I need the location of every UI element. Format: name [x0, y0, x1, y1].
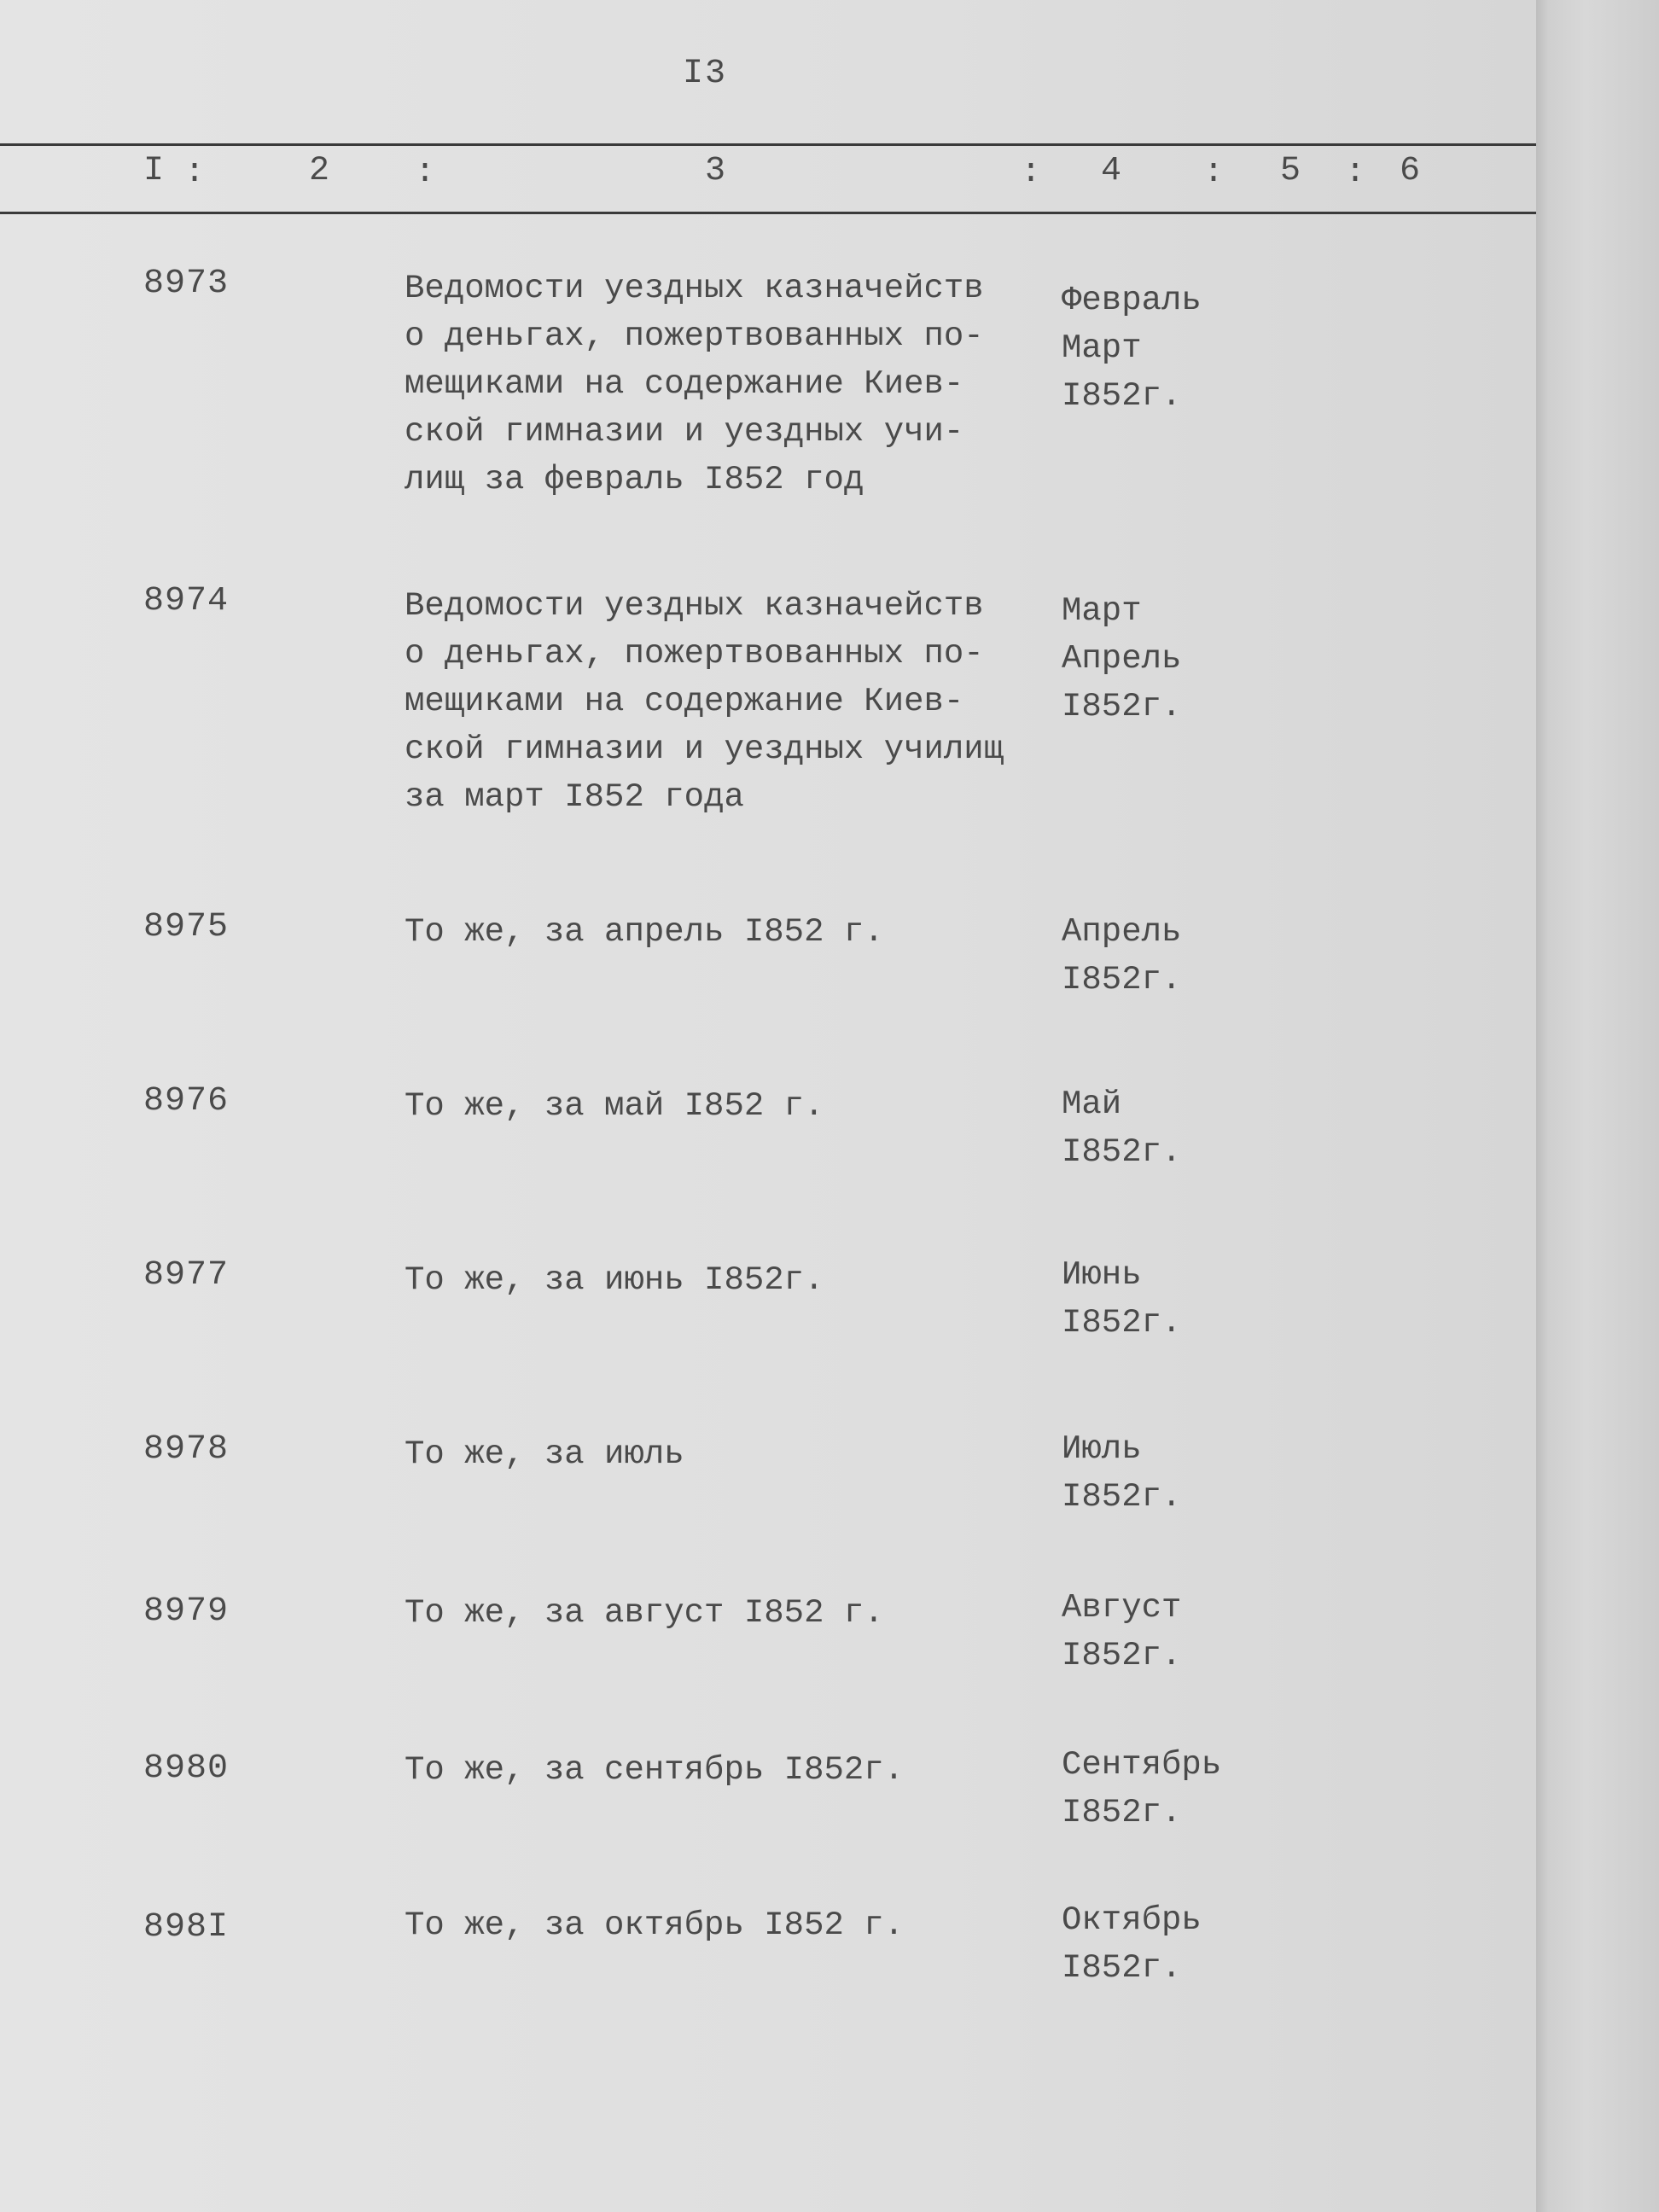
entry-description: То же, за август I852 г.	[405, 1594, 884, 1632]
entry-dates: Сентябрь I852г.	[1062, 1746, 1222, 1831]
entry-number: 8977	[143, 1256, 230, 1295]
entry-description: Ведомости уездных казначейств о деньгах, пожертвованных по- мещиками на содержание Киев- ской гимназии и уездных учи- лищ за февраль I852 год	[405, 270, 984, 498]
entry-dates: Октябрь I852г.	[1062, 1901, 1202, 1987]
header-rule-bottom	[0, 212, 1536, 214]
page-number: I3	[683, 55, 728, 93]
entry-number: 8975	[143, 908, 230, 946]
column-separator: :	[1345, 154, 1366, 192]
column-separator: :	[1021, 154, 1042, 192]
entry-description: То же, за апрель I852 г.	[405, 913, 884, 951]
entry-dates: Апрель I852г.	[1062, 913, 1182, 998]
entry-number: 898I	[143, 1908, 230, 1947]
header-rule-top	[0, 143, 1536, 146]
entry-description: Ведомости уездных казначейств о деньгах, пожертвованных по- мещиками на содержание Киев- ской гимназии и уездных училищ за март I852 года	[405, 587, 1004, 816]
entry-dates: Февраль Март I852г.	[1062, 282, 1202, 415]
column-header-1: I	[143, 152, 165, 190]
entry-description: То же, за май I852 г.	[405, 1087, 824, 1125]
entry-number: 8979	[143, 1592, 230, 1631]
entry-description: То же, за июль	[405, 1435, 684, 1473]
entry-description: То же, за октябрь I852 г.	[405, 1906, 905, 1944]
entry-number: 8976	[143, 1082, 230, 1121]
column-header-3: 3	[705, 152, 726, 190]
entry-number: 8978	[143, 1430, 230, 1469]
entry-description: То же, за июнь I852г.	[405, 1261, 824, 1299]
entry-dates: Май I852г.	[1062, 1086, 1182, 1171]
page-edge	[1536, 0, 1659, 2212]
entry-dates: Июнь I852г.	[1062, 1256, 1182, 1342]
entry-dates: Июль I852г.	[1062, 1430, 1182, 1516]
entry-description: То же, за сентябрь I852г.	[405, 1751, 905, 1789]
entry-dates: Март Апрель I852г.	[1062, 592, 1182, 725]
column-separator: :	[415, 154, 436, 192]
entry-number: 8973	[143, 265, 230, 303]
entry-number: 8974	[143, 582, 230, 620]
column-header-4: 4	[1101, 152, 1122, 190]
column-header-6: 6	[1400, 152, 1421, 190]
entry-number: 8980	[143, 1749, 230, 1788]
column-header-5: 5	[1280, 152, 1301, 190]
column-header-2: 2	[309, 152, 330, 190]
column-separator: :	[184, 154, 206, 192]
entry-dates: Август I852г.	[1062, 1589, 1182, 1674]
column-separator: :	[1203, 154, 1225, 192]
